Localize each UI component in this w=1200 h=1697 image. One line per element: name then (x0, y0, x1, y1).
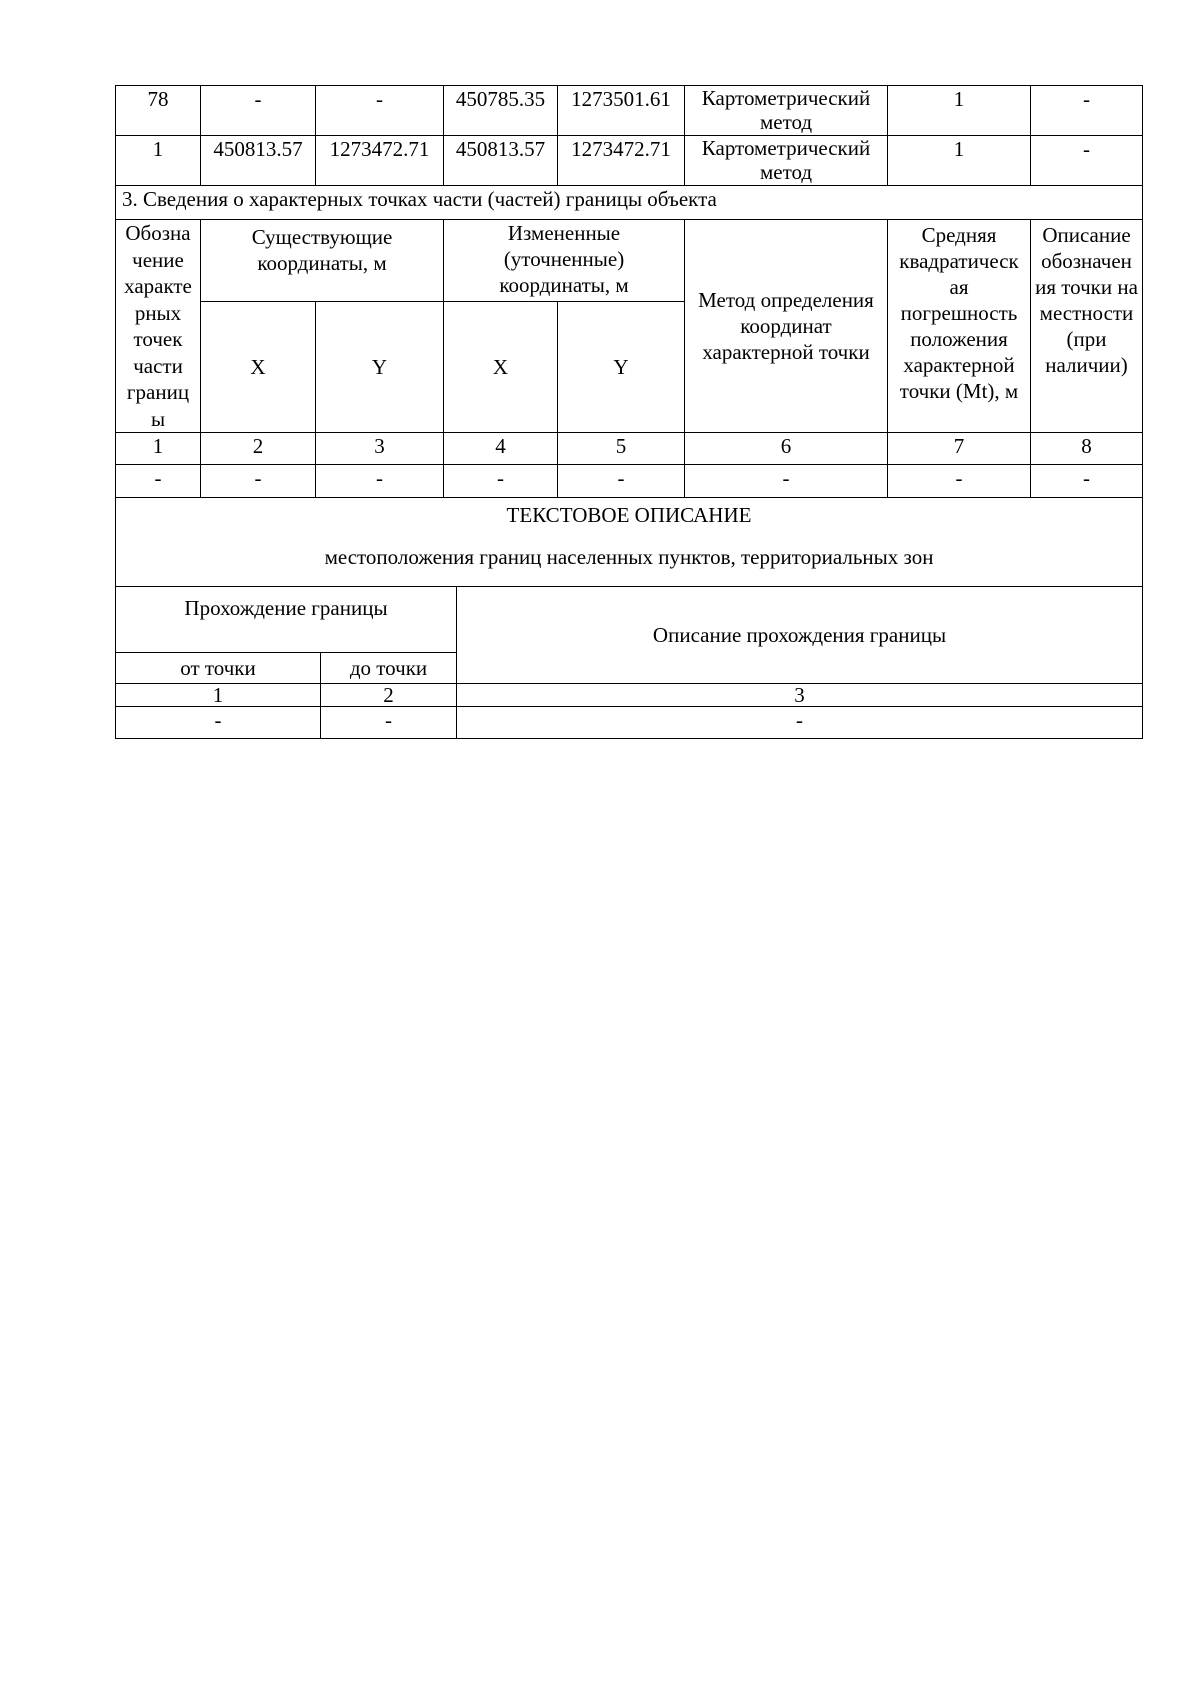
header-point-description: Описание обозначен ия точки на местности (при наличии) (1031, 220, 1143, 433)
section-heading: 3. Сведения о характерных точках части (частей) границы объекта (116, 186, 1143, 220)
header-row (116, 586, 1143, 652)
header-changed-coords: Измененные (уточненные) координаты, м (444, 220, 685, 302)
header-x-changed: X (444, 301, 558, 432)
column-number: 4 (444, 433, 558, 465)
header-x-existing: X (201, 301, 316, 432)
mt-cell: 1 (888, 86, 1031, 136)
title-cell (116, 497, 1143, 586)
column-number: 6 (685, 433, 888, 465)
empty-cell: - (558, 465, 685, 498)
column-number: 5 (558, 433, 685, 465)
column-number: 1 (116, 683, 321, 706)
empty-cell: - (116, 465, 201, 498)
header-row (116, 220, 1143, 302)
point-cell: 78 (116, 86, 201, 136)
column-number: 3 (457, 683, 1143, 706)
column-number: 7 (888, 433, 1031, 465)
column-number: 1 (116, 433, 201, 465)
table-row (116, 86, 1143, 136)
empty-cell: - (685, 465, 888, 498)
section-heading-row (116, 186, 1143, 220)
table-row (116, 706, 1143, 738)
empty-cell: - (116, 706, 321, 738)
method-line: Картометрический (701, 86, 871, 110)
header-method: Метод определения координат характерной точки (685, 220, 888, 433)
empty-cell: - (321, 706, 457, 738)
header-y-changed: Y (558, 301, 685, 432)
y-old-cell: - (316, 86, 444, 136)
section-title: ТЕКСТОВОЕ ОПИСАНИЕ (506, 502, 752, 527)
empty-cell: - (444, 465, 558, 498)
table-row (116, 136, 1143, 186)
empty-cell: - (888, 465, 1031, 498)
header-point-designation: Обозна чение характе рных точек части границ ы (116, 220, 201, 433)
desc-cell: - (1031, 136, 1143, 186)
method-line: Картометрический (701, 136, 871, 160)
method-cell (685, 86, 888, 136)
empty-cell: - (316, 465, 444, 498)
column-number: 8 (1031, 433, 1143, 465)
header-from-point: от точки (116, 652, 321, 683)
empty-cell: - (457, 706, 1143, 738)
text-description-table (115, 497, 1143, 739)
y-new-cell: 1273501.61 (558, 86, 685, 136)
table-row (116, 465, 1143, 498)
method-cell (685, 136, 888, 186)
y-old-cell: 1273472.71 (316, 136, 444, 186)
method-line: метод (759, 110, 813, 134)
header-boundary-description: Описание прохождения границы (457, 586, 1143, 683)
empty-cell: - (201, 465, 316, 498)
column-number: 2 (321, 683, 457, 706)
title-row (116, 497, 1143, 586)
column-number: 2 (201, 433, 316, 465)
x-new-cell: 450785.35 (444, 86, 558, 136)
empty-cell: - (1031, 465, 1143, 498)
column-number-row (116, 683, 1143, 706)
coordinates-table (115, 85, 1143, 498)
x-new-cell: 450813.57 (444, 136, 558, 186)
document-page (115, 85, 1142, 739)
desc-cell: - (1031, 86, 1143, 136)
mt-cell: 1 (888, 136, 1031, 186)
header-existing-coords: Существующие координаты, м (201, 220, 444, 302)
y-new-cell: 1273472.71 (558, 136, 685, 186)
header-boundary-passage: Прохождение границы (116, 586, 457, 652)
x-old-cell: - (201, 86, 316, 136)
x-old-cell: 450813.57 (201, 136, 316, 186)
header-mean-error: Средняя квадратическ ая погрешность положения характерной точки (Mt), м (888, 220, 1031, 433)
method-line: метод (759, 160, 813, 184)
header-to-point: до точки (321, 652, 457, 683)
column-number-row (116, 433, 1143, 465)
section-subtitle: местоположения границ населенных пунктов, территориальных зон (324, 544, 934, 569)
header-y-existing: Y (316, 301, 444, 432)
point-cell: 1 (116, 136, 201, 186)
column-number: 3 (316, 433, 444, 465)
